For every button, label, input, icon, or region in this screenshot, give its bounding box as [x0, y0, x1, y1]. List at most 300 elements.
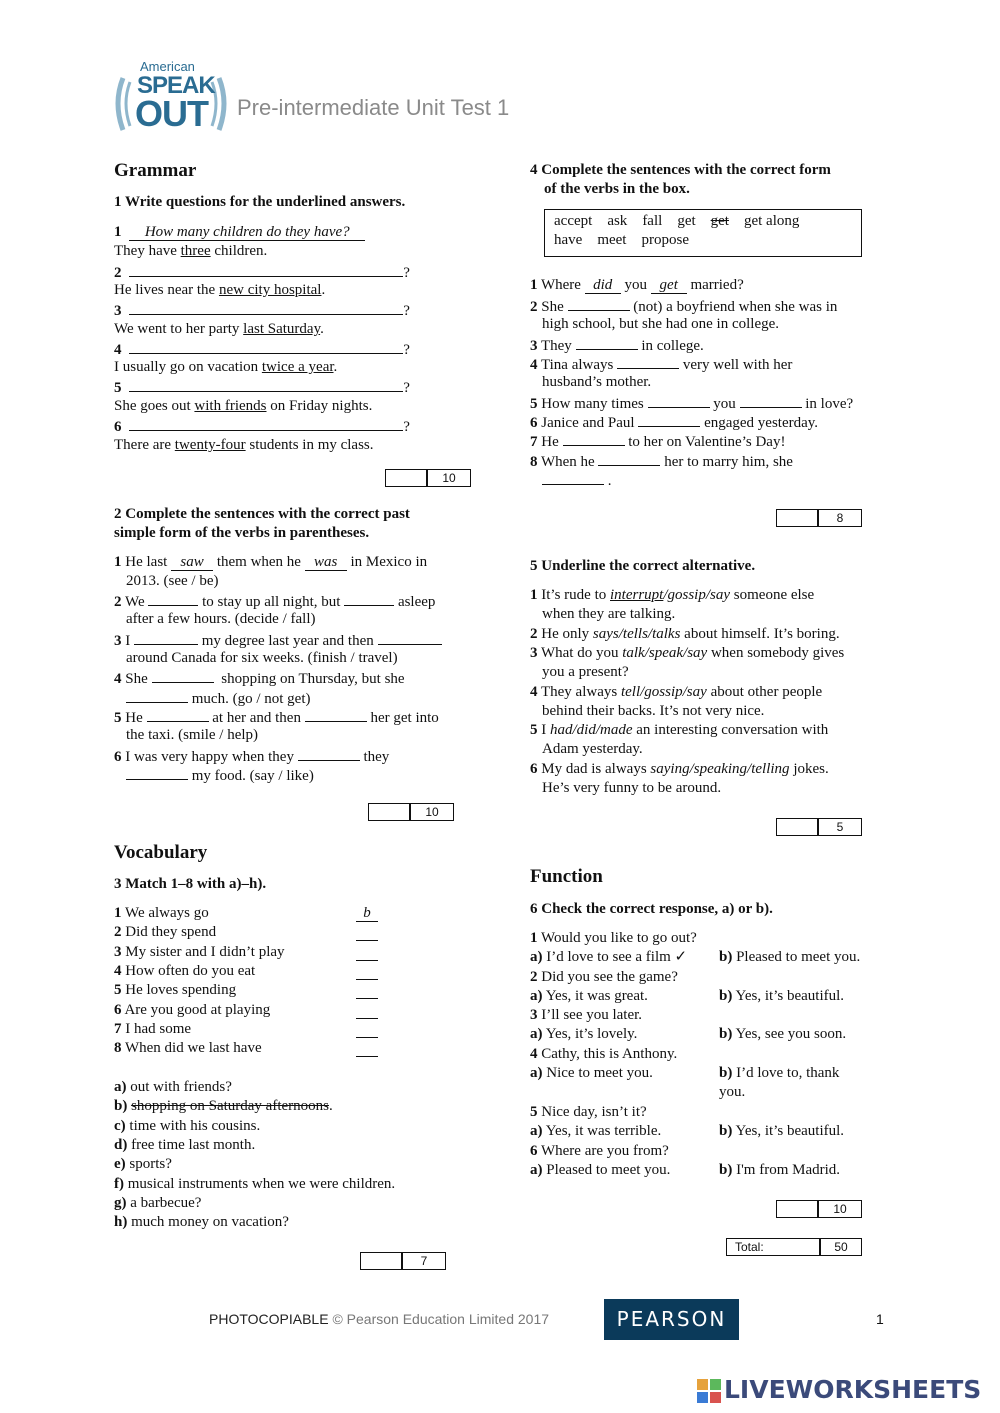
- item-text: He loves spending: [125, 982, 237, 999]
- ex4-score-box: [776, 509, 862, 527]
- item-number: 6: [530, 761, 538, 777]
- match-answer[interactable]: [356, 964, 378, 980]
- item-text: you: [624, 277, 647, 293]
- item-text: married?: [690, 277, 744, 293]
- option-text: free time last month.: [131, 1136, 256, 1153]
- grammar-heading: Grammar: [114, 160, 197, 181]
- item-text: in college.: [641, 338, 704, 354]
- question-row: [530, 1142, 669, 1161]
- option-label: a): [530, 1065, 543, 1081]
- list-item: [114, 1039, 262, 1058]
- match-answer[interactable]: [356, 925, 378, 941]
- option-item: [114, 1078, 232, 1097]
- question-row: [530, 968, 678, 987]
- ex1-item-1-answer: [114, 242, 267, 261]
- ex2-item-4: [114, 668, 405, 689]
- item-text: It’s rude to: [541, 587, 610, 603]
- score-input[interactable]: [386, 470, 428, 486]
- options[interactable]: talk/speak/say: [622, 645, 708, 661]
- match-answer[interactable]: b: [356, 906, 378, 922]
- question-mark: ?: [403, 265, 410, 281]
- item-text: Where: [540, 277, 581, 293]
- item-text: much. (go / not get): [191, 691, 311, 707]
- item-text: What do you: [540, 645, 623, 661]
- item-text: He last: [125, 554, 168, 570]
- question-input[interactable]: [129, 416, 403, 431]
- answer-text: .: [333, 359, 338, 375]
- answer-blank[interactable]: [638, 412, 700, 427]
- item-number: 5: [530, 396, 538, 412]
- score-max: 10: [833, 1202, 847, 1216]
- ex1-score-box: [385, 469, 471, 487]
- option-item: [114, 1213, 289, 1232]
- item-text: He: [125, 710, 143, 726]
- item-text: Did they spend: [125, 924, 217, 941]
- question-row: [530, 1006, 642, 1025]
- ex3-score-box: [360, 1252, 446, 1270]
- answer-blank[interactable]: [126, 688, 188, 703]
- example-answer: saw: [171, 555, 213, 571]
- question-text: Cathy, this is Anthony.: [541, 1046, 678, 1062]
- item-number: 6: [114, 419, 122, 435]
- box-word: fall: [642, 213, 663, 229]
- page-title: Pre-intermediate Unit Test 1: [237, 95, 510, 120]
- question-mark: ?: [403, 303, 410, 319]
- item-number: 1: [530, 930, 538, 946]
- response-b[interactable]: [719, 1025, 846, 1044]
- score-max: 7: [420, 1254, 428, 1268]
- option-letter: e): [114, 1156, 126, 1173]
- answer-text: on Friday nights.: [266, 398, 373, 414]
- option-label: a): [530, 988, 543, 1004]
- response-text: I’d love to, thank: [736, 1065, 840, 1081]
- function-heading: Function: [530, 866, 603, 887]
- option-label: a): [530, 949, 543, 965]
- check-icon: ✓: [674, 949, 688, 965]
- response-a[interactable]: [530, 987, 648, 1006]
- item-text: How often do you eat: [125, 962, 256, 979]
- box-word: get along: [743, 213, 800, 229]
- example-answer: How many children do they have?: [129, 225, 365, 241]
- options[interactable]: saying/speaking/telling: [650, 761, 790, 777]
- item-text: about himself. It’s boring.: [680, 626, 840, 642]
- answer-blank[interactable]: [740, 393, 802, 408]
- ex4-item-7: [530, 431, 785, 452]
- list-item: [114, 1020, 191, 1039]
- ex5-score-box: [776, 818, 862, 836]
- item-text: She: [125, 671, 148, 687]
- item-text: When did we last have: [124, 1040, 262, 1057]
- underlined-answer: with friends: [194, 398, 267, 414]
- ex1-item-5-question: [114, 377, 410, 398]
- answer-blank[interactable]: [542, 470, 604, 485]
- option-label: a): [530, 1026, 543, 1042]
- ex1-item-5-answer: [114, 397, 372, 416]
- answer-blank[interactable]: [148, 591, 198, 606]
- response-text: Yes, it’s beautiful.: [735, 988, 845, 1004]
- answer-text: I usually go on vacation: [114, 359, 262, 375]
- box-word: meet: [597, 232, 627, 248]
- item-number: 5: [114, 982, 122, 999]
- item-text: I had some: [125, 1020, 192, 1037]
- ex2-instruction-2: simple form of the verbs in parentheses.: [114, 525, 370, 541]
- question-mark: ?: [403, 380, 410, 396]
- answer-blank[interactable]: [576, 335, 638, 350]
- response-b-line2: you.: [719, 1084, 746, 1100]
- question-text: I’ll see you later.: [541, 1007, 643, 1023]
- response-text: Pleased to meet you.: [736, 949, 861, 965]
- page-number: 1: [876, 1311, 884, 1327]
- item-number: 3: [114, 943, 122, 960]
- option-letter: d): [114, 1136, 128, 1153]
- liveworksheets-icon: [697, 1379, 723, 1405]
- question-mark: ?: [403, 419, 410, 435]
- ex4-item-6: [530, 412, 818, 433]
- item-text: her to marry him, she: [664, 454, 793, 470]
- ex4-item-2: [530, 296, 837, 317]
- ex1-item-4-answer: [114, 358, 337, 377]
- response-a[interactable]: [530, 1064, 653, 1083]
- answer-blank[interactable]: [344, 591, 394, 606]
- response-text: Yes, it was great.: [545, 988, 648, 1004]
- response-b[interactable]: [719, 987, 844, 1006]
- item-text: you: [713, 396, 736, 412]
- item-text: Are you good at playing: [124, 1001, 271, 1018]
- item-text: .: [607, 473, 612, 489]
- answer-blank[interactable]: [563, 431, 625, 446]
- question-mark: ?: [403, 342, 410, 358]
- option-label: b): [719, 1026, 733, 1042]
- ex1-item-1-question: [114, 223, 365, 242]
- item-text: engaged yesterday.: [704, 415, 819, 431]
- option-item: [114, 1117, 260, 1136]
- item-number: 7: [114, 1020, 122, 1037]
- vocabulary-heading: Vocabulary: [114, 842, 208, 863]
- word-box-line-2: [554, 231, 689, 250]
- score-input[interactable]: [369, 804, 411, 820]
- word-box-line-1: [554, 212, 799, 231]
- ex5-item-6-line2: He’s very funny to be around.: [542, 780, 722, 796]
- item-number: 1: [114, 905, 122, 921]
- question-row: [530, 929, 697, 948]
- option-text: out with friends?: [130, 1079, 232, 1095]
- option-label: a): [530, 1162, 543, 1178]
- logo-out: OUT: [135, 93, 208, 134]
- list-item: [114, 1001, 270, 1020]
- item-text: My dad is always: [541, 761, 651, 777]
- response-a[interactable]: [530, 948, 687, 967]
- response-text: I’d love to see a film: [546, 949, 671, 965]
- option-label: b): [719, 1123, 733, 1139]
- logo-american: American: [140, 59, 195, 74]
- list-item: [114, 981, 236, 1000]
- options[interactable]: tell/gossip/say: [620, 684, 707, 700]
- option-letter: a): [114, 1079, 127, 1095]
- ex2-item-1-line2: 2013. (see / be): [126, 573, 219, 589]
- item-number: 1: [530, 587, 538, 603]
- watermark-text: LIVEWORKSHEETS: [724, 1375, 982, 1404]
- item-number: 5: [114, 380, 122, 396]
- photocopiable-label: PHOTOCOPIABLE: [209, 1311, 329, 1327]
- ex2-item-5-line2: the taxi. (smile / help): [126, 727, 259, 743]
- option-text: much money on vacation?: [131, 1214, 289, 1231]
- total-max: 50: [834, 1240, 848, 1254]
- ex5-item-1-line2: when they are talking.: [542, 606, 676, 622]
- ex5-item-5-line2: Adam yesterday.: [542, 741, 643, 757]
- item-number: 2: [114, 265, 122, 281]
- ex2-item-5: [114, 707, 439, 728]
- item-number: 6: [114, 1001, 122, 1018]
- item-number: 7: [530, 434, 538, 450]
- answer-text: There are: [114, 437, 175, 453]
- question-row: [530, 1103, 647, 1122]
- ex4-item-4: [530, 354, 792, 375]
- ex3-instruction: 3 Match 1–8 with a)–h).: [114, 876, 267, 892]
- option-label: b): [719, 1162, 733, 1178]
- score-input[interactable]: [777, 1201, 819, 1217]
- item-number: 2: [530, 626, 538, 642]
- item-number: 6: [114, 749, 122, 765]
- option-text: .: [328, 1098, 333, 1115]
- answer-blank[interactable]: [648, 393, 710, 408]
- response-a[interactable]: [530, 1025, 637, 1044]
- answer-blank[interactable]: [378, 630, 442, 645]
- answer-text: .: [320, 321, 324, 337]
- item-text: Janice and Paul: [541, 415, 635, 431]
- response-text: Yes, it’s beautiful.: [735, 1123, 845, 1139]
- ex4-item-4-line2: husband’s mother.: [542, 374, 652, 390]
- response-a[interactable]: [530, 1122, 661, 1141]
- score-max: 10: [442, 471, 456, 485]
- response-text: I'm from Madrid.: [736, 1162, 841, 1178]
- option-letter: f): [114, 1175, 124, 1192]
- total-input[interactable]: [727, 1239, 821, 1255]
- option-text: shopping on Saturday afternoons: [131, 1098, 329, 1115]
- response-b[interactable]: [719, 1122, 844, 1141]
- ex1-instruction: 1 Write questions for the underlined answers.: [114, 194, 406, 210]
- answer-text: .: [321, 282, 326, 298]
- score-input[interactable]: [777, 510, 819, 526]
- item-number: 5: [530, 722, 538, 738]
- list-item: [114, 943, 285, 962]
- option-item: [114, 1194, 201, 1213]
- ex5-item-4: [530, 683, 822, 702]
- item-number: 4: [114, 671, 122, 687]
- item-number: 3: [114, 633, 122, 649]
- option-item: [114, 1175, 395, 1194]
- response-text: Yes, it’s lovely.: [545, 1026, 638, 1042]
- item-number: 4: [530, 684, 538, 700]
- ex1-item-3-question: [114, 300, 410, 321]
- response-b[interactable]: [719, 1064, 839, 1083]
- pearson-logo: [604, 1299, 739, 1340]
- answer-text: children.: [210, 243, 268, 259]
- other-options[interactable]: /gossip/say: [663, 587, 731, 603]
- answer-blank[interactable]: [617, 354, 679, 369]
- answer-text: They have: [114, 243, 181, 259]
- logo-speak: SPEAK: [137, 72, 215, 99]
- item-text: my food. (say / like): [191, 768, 314, 784]
- item-text: I: [125, 633, 131, 649]
- item-number: 1: [114, 554, 122, 570]
- score-max: 8: [836, 511, 844, 525]
- item-text: they: [363, 749, 390, 765]
- item-number: 2: [530, 299, 538, 315]
- answer-blank[interactable]: [598, 451, 660, 466]
- response-b[interactable]: [719, 948, 860, 967]
- ex5-item-1: [530, 586, 814, 605]
- item-text: at her and then: [212, 710, 301, 726]
- box-word: propose: [641, 232, 689, 248]
- box-word: get: [677, 213, 696, 229]
- option-item: [114, 1097, 333, 1116]
- question-text: Where are you from?: [540, 1143, 669, 1159]
- item-text: to stay up all night, but: [202, 594, 341, 610]
- answer-text: He lives near the: [114, 282, 219, 298]
- answer-blank[interactable]: [152, 668, 214, 683]
- option-text: sports?: [129, 1156, 172, 1173]
- box-word: accept: [554, 213, 593, 229]
- item-text: My sister and I didn’t play: [125, 943, 285, 960]
- option-label: b): [719, 949, 733, 965]
- ex2-item-3: [114, 630, 442, 651]
- answer-blank[interactable]: [305, 707, 367, 722]
- ex4-item-5: [530, 393, 853, 414]
- ex1-item-6-question: [114, 416, 410, 437]
- item-text: She: [541, 299, 564, 315]
- response-b[interactable]: [719, 1161, 840, 1180]
- item-text: He: [541, 434, 559, 450]
- item-text: Tina always: [540, 357, 614, 373]
- item-number: 3: [530, 1007, 538, 1023]
- match-answer[interactable]: [356, 983, 378, 999]
- option-letter: b): [114, 1098, 128, 1115]
- item-number: 1: [114, 224, 122, 240]
- score-input[interactable]: [361, 1253, 403, 1269]
- footer-copyright: [209, 1310, 549, 1328]
- ex1-item-6-answer: [114, 436, 374, 455]
- question-input[interactable]: [129, 300, 403, 315]
- match-answer[interactable]: [356, 1022, 378, 1038]
- question-input[interactable]: [129, 339, 403, 354]
- options[interactable]: had/did/made: [550, 722, 633, 738]
- ex2-item-2: [114, 591, 435, 612]
- score-max: 10: [425, 805, 439, 819]
- ex2-instruction-1: 2 Complete the sentences with the correct past: [114, 506, 410, 522]
- item-text: I: [541, 722, 550, 738]
- option-label: a): [530, 1123, 543, 1139]
- response-text: Nice to meet you.: [546, 1065, 653, 1081]
- ex5-item-3: [530, 644, 844, 663]
- answer-blank[interactable]: [568, 296, 630, 311]
- ex5-instruction: 5 Underline the correct alternative.: [530, 558, 756, 574]
- option-label: b): [719, 988, 733, 1004]
- question-text: Did you see the game?: [541, 969, 678, 985]
- answer-blank[interactable]: [134, 630, 198, 645]
- box-word-used: get: [710, 213, 729, 229]
- item-text: someone else: [730, 587, 815, 603]
- item-number: 4: [530, 357, 538, 373]
- item-text: in Mexico in: [350, 554, 428, 570]
- ex5-item-3-line2: you a present?: [542, 664, 629, 680]
- ex2-item-3-line2: around Canada for six weeks. (finish / travel): [126, 650, 398, 666]
- option-letter: h): [114, 1214, 128, 1231]
- box-word: ask: [607, 213, 628, 229]
- answer-blank[interactable]: [126, 765, 188, 780]
- ex4-instruction-1: 4 Complete the sentences with the correct form: [530, 162, 831, 178]
- item-text: I was very happy when they: [125, 749, 294, 765]
- item-number: 6: [530, 415, 538, 431]
- answer-blank[interactable]: [298, 746, 360, 761]
- ex2-item-4-line2: [126, 688, 310, 709]
- response-text: Yes, see you soon.: [735, 1026, 847, 1042]
- question-row: [530, 1045, 677, 1064]
- item-number: 8: [530, 454, 538, 470]
- item-text: very well with her: [682, 357, 793, 373]
- item-text: They always: [540, 684, 621, 700]
- ex2-item-6: [114, 746, 389, 767]
- item-text: an interesting conversation with: [632, 722, 829, 738]
- item-text: jokes.: [789, 761, 829, 777]
- item-number: 2: [114, 924, 122, 941]
- ex2-item-6-line2: [126, 765, 314, 786]
- answer-blank[interactable]: [147, 707, 209, 722]
- example-answer: was: [305, 555, 347, 571]
- item-number: 3: [530, 338, 538, 354]
- total-score-box: [726, 1238, 862, 1256]
- ex2-score-box: [368, 803, 454, 821]
- item-text: He only: [541, 626, 593, 642]
- option-letter: g): [114, 1194, 127, 1211]
- score-input[interactable]: [777, 819, 819, 835]
- response-text: Yes, it was terrible.: [545, 1123, 662, 1139]
- answer-text: students in my class.: [245, 437, 374, 453]
- example-answer: get: [651, 278, 687, 294]
- item-number: 4: [530, 1046, 538, 1062]
- ex5-item-2: [530, 625, 840, 644]
- ex1-item-3-answer: [114, 320, 324, 339]
- match-answer[interactable]: [356, 1003, 378, 1019]
- item-text: to her on Valentine’s Day!: [628, 434, 786, 450]
- underlined-answer: last Saturday: [243, 321, 321, 337]
- options[interactable]: says/tells/talks: [592, 626, 681, 642]
- ex5-item-6: [530, 760, 829, 779]
- total-label: Total:: [735, 1240, 764, 1254]
- item-text: They: [540, 338, 572, 354]
- response-text: Pleased to meet you.: [546, 1162, 671, 1178]
- ex5-item-4-line2: behind their backs. It’s not very nice.: [542, 703, 765, 719]
- item-text: We: [124, 594, 145, 610]
- ex4-item-8-line2: [542, 470, 612, 491]
- list-item: [114, 923, 216, 942]
- answer-text: We went to her party: [114, 321, 244, 337]
- item-number: 8: [114, 1040, 122, 1057]
- question-input[interactable]: [129, 262, 403, 277]
- option-text: time with his cousins.: [129, 1117, 261, 1134]
- match-answer[interactable]: [356, 1041, 378, 1057]
- option-text: a barbecue?: [130, 1194, 202, 1211]
- item-number: 2: [530, 969, 538, 985]
- question-input[interactable]: [129, 377, 403, 392]
- item-number: 3: [530, 645, 538, 661]
- option-item: [114, 1136, 255, 1155]
- response-a[interactable]: [530, 1161, 670, 1180]
- box-word: have: [554, 232, 583, 248]
- item-text: her get into: [370, 710, 439, 726]
- chosen-option[interactable]: interrupt: [610, 587, 664, 603]
- item-number: 6: [530, 1143, 538, 1159]
- match-answer[interactable]: [356, 945, 378, 961]
